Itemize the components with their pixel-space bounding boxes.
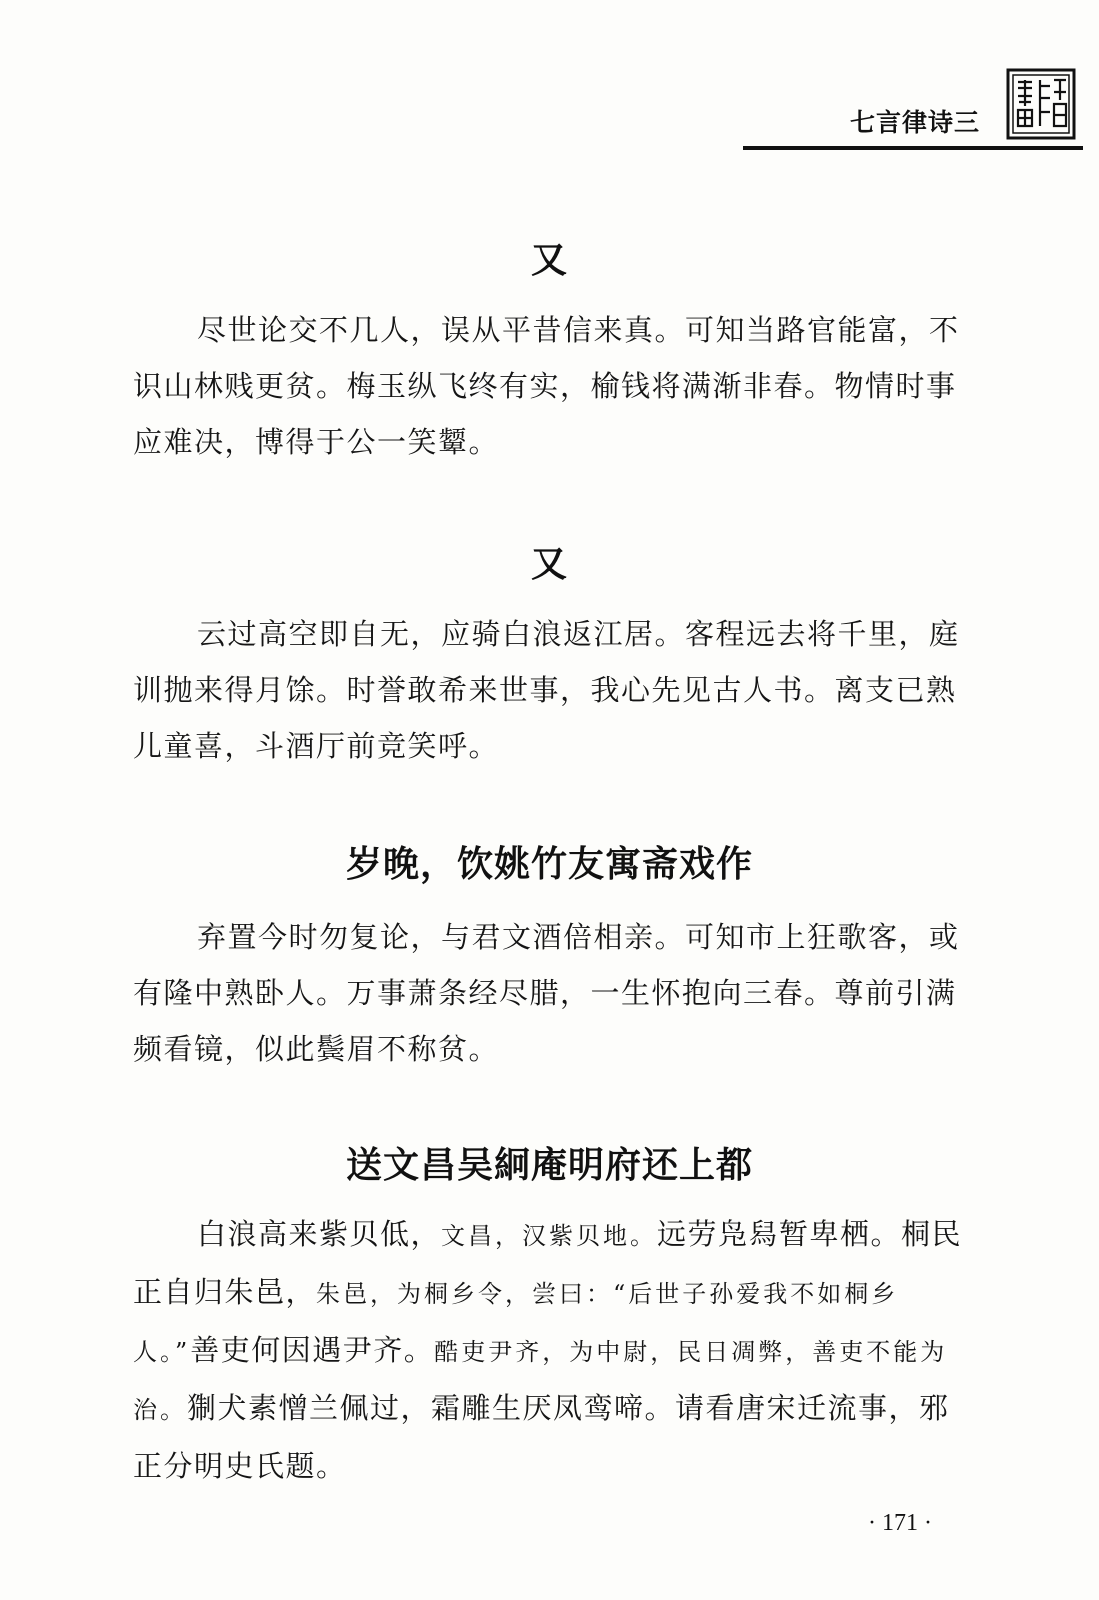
poem-title: 又 — [530, 239, 568, 281]
annotation-note: 酷吏尹齐，为中尉，民日凋弊，善吏不能为治。 — [133, 1338, 948, 1424]
poem-title: 岁晚，饮姚竹友寓斋戏作 — [345, 843, 753, 885]
poem-body: 尽世论交不几人，误从平昔信来真。可知当路官能富，不识山林贱更贫。梅玉纵飞终有实，榆钱将满渐非春。物情时事应难决，博得于公一笑颦。 — [133, 313, 960, 459]
page-number: · 171 · — [868, 1510, 932, 1536]
poem-body: 弃置今时勿复论，与君文酒倍相亲。可知市上狂歌客，或有隆中熟卧人。万事萧条经尽腊，一生怀抱向三春。尊前引满频看镜，似此鬓眉不称贫。 — [133, 920, 960, 1066]
verse-text: 远劳凫舄暂卑栖。桐民正自归朱邑， — [133, 1217, 963, 1309]
poem-title: 又 — [530, 543, 568, 585]
seal-stamp-icon — [1006, 68, 1076, 140]
annotation-note: 文昌，汉紫贝地。 — [441, 1222, 658, 1250]
poem-body-annotated — [133, 1206, 973, 1494]
poem-title: 送文昌吴絅庵明府还上都 — [345, 1144, 753, 1186]
poem-body: 云过高空即自无，应骑白浪返江居。客程远去将千里，庭训抛来得月馀。时誉敢希来世事，我心先见古人书。离支已熟儿童喜，斗酒厅前竞笑呼。 — [133, 617, 960, 763]
verse-text: 善吏何因遇尹齐。 — [190, 1333, 435, 1367]
running-header-title: 七言律诗三 — [849, 108, 980, 137]
header-rule — [743, 146, 1083, 150]
verse-text: 白浪高来紫贝低， — [197, 1217, 442, 1251]
annotation-note: 朱邑，为桐乡令，尝曰：“后世子孙爱我不如桐乡人。” — [133, 1280, 899, 1366]
verse-text: 猘犬素憎兰佩过，霜雕生厌凤鸾啼。请看唐宋迁流事，邪正分明史氏题。 — [133, 1391, 950, 1483]
